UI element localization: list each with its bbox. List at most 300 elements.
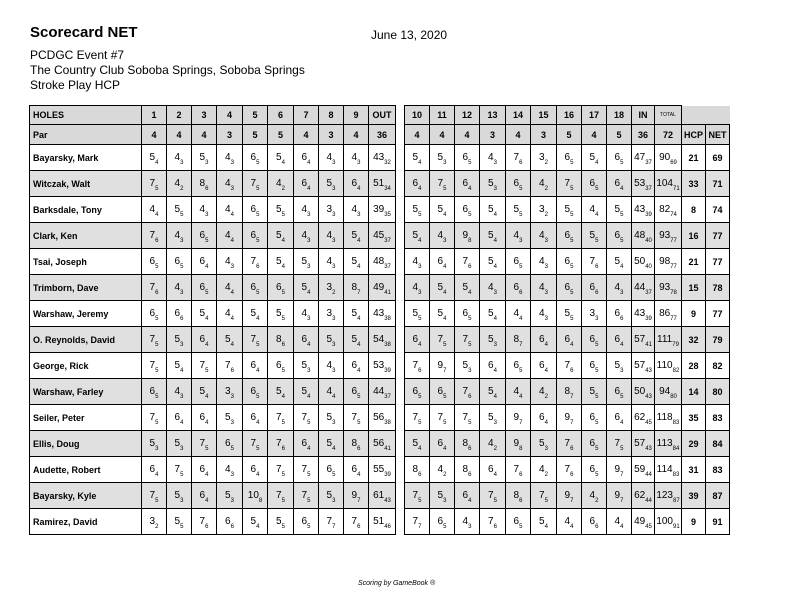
hole-score — [506, 223, 531, 249]
total-score — [655, 249, 682, 275]
gross-score: 5 — [614, 256, 621, 267]
hole-score — [319, 457, 344, 483]
net-score: 2 — [332, 290, 336, 296]
gross-score: 5 — [488, 230, 494, 241]
gross-score: 5 — [564, 308, 571, 319]
hole-score — [243, 379, 268, 405]
gross-score: 56 — [373, 412, 385, 423]
hole-score — [607, 483, 632, 509]
gross-score: 6 — [589, 282, 596, 293]
hole-number: 14 — [506, 106, 531, 125]
net-score: 5 — [205, 238, 209, 244]
net-score: 6 — [620, 316, 624, 322]
hole-score — [319, 275, 344, 301]
hole-score — [455, 171, 480, 197]
gross-score: 4 — [276, 178, 282, 189]
net-score: 3 — [205, 160, 209, 166]
column-gap — [396, 249, 405, 275]
gross-score: 8 — [412, 464, 419, 475]
hole-score — [243, 171, 268, 197]
net-score: 4 — [493, 394, 497, 400]
hole-score — [167, 223, 192, 249]
net-score: 80 — [670, 394, 677, 400]
hole-score — [217, 275, 243, 301]
hole-number: 4 — [217, 106, 243, 125]
hole-score — [268, 275, 294, 301]
hole-score — [480, 145, 506, 171]
hole-score — [506, 249, 531, 275]
gross-score: 6 — [488, 464, 494, 475]
hole-score — [243, 223, 268, 249]
net-score: 3 — [332, 264, 336, 270]
net-score: 8 — [258, 498, 263, 504]
par-value: 4 — [344, 125, 369, 145]
gross-score: 7 — [437, 412, 444, 423]
net-score: 4 — [595, 212, 599, 218]
hole-score — [217, 457, 243, 483]
gross-score: 5 — [326, 438, 333, 449]
hole-score — [607, 145, 632, 171]
gross-score: 4 — [225, 308, 231, 319]
gross-score: 59 — [634, 464, 646, 475]
out-score — [369, 171, 396, 197]
net-score: 3 — [493, 290, 497, 296]
net-score: 4 — [281, 160, 285, 166]
par-out: 36 — [369, 125, 396, 145]
net-score: 4 — [281, 264, 285, 270]
net-score: 37 — [645, 290, 652, 296]
net-score: 4 — [418, 446, 422, 452]
net-score: 5 — [544, 498, 548, 504]
net-score: 5 — [443, 420, 447, 426]
hole-score — [344, 457, 369, 483]
net-score: 2 — [493, 446, 497, 452]
hole-score — [557, 431, 582, 457]
hole-score — [480, 301, 506, 327]
gross-score: 5 — [326, 412, 333, 423]
gross-score: 7 — [250, 334, 257, 345]
gross-score: 6 — [437, 386, 444, 397]
net-score: 44 — [645, 472, 652, 478]
hole-score — [243, 483, 268, 509]
hole-score — [430, 249, 455, 275]
gross-score: 39 — [373, 204, 385, 215]
gross-score: 6 — [589, 438, 596, 449]
gross-score: 5 — [351, 256, 358, 267]
total-score — [655, 431, 682, 457]
net-score: 4 — [205, 472, 209, 478]
hole-score — [531, 223, 557, 249]
net-score: 4 — [443, 290, 447, 296]
gross-score: 9 — [614, 490, 621, 501]
net-score: 5 — [418, 212, 422, 218]
gross-score: 4 — [589, 490, 596, 501]
hole-score — [455, 353, 480, 379]
net-score: 4 — [332, 446, 336, 452]
hole-score — [192, 483, 217, 509]
gross-score: 5 — [488, 308, 494, 319]
player-net: 83 — [706, 457, 730, 483]
hole-score — [167, 379, 192, 405]
gross-score: 5 — [589, 386, 596, 397]
gross-score: 6 — [250, 204, 257, 215]
gross-score: 4 — [539, 308, 545, 319]
in-score — [632, 275, 655, 301]
hole-score — [480, 509, 506, 535]
net-score: 5 — [570, 160, 574, 166]
net-score: 3 — [332, 420, 336, 426]
gross-score: 4 — [301, 230, 308, 241]
gross-score: 48 — [373, 256, 385, 267]
player-row — [30, 145, 730, 171]
gross-score: 93 — [659, 230, 671, 241]
hole-score — [506, 509, 531, 535]
net-score: 6 — [205, 524, 209, 530]
net-score: 3 — [230, 186, 234, 192]
net-score: 4 — [418, 186, 422, 192]
net-score: 4 — [468, 186, 472, 192]
hole-score — [405, 483, 430, 509]
hole-score — [506, 327, 531, 353]
hole-score — [506, 483, 531, 509]
net-score: 38 — [384, 342, 391, 348]
gross-score: 6 — [564, 334, 571, 345]
net-score: 4 — [620, 342, 624, 348]
net-score: 5 — [443, 524, 447, 530]
net-score: 4 — [205, 316, 209, 322]
gross-score: 6 — [225, 516, 231, 527]
hole-number: 5 — [243, 106, 268, 125]
hole-score — [531, 483, 557, 509]
gross-score: 4 — [351, 204, 358, 215]
net-score: 4 — [544, 420, 548, 426]
gross-score: 4 — [437, 464, 444, 475]
net-score: 5 — [155, 420, 159, 426]
gross-score: 6 — [149, 386, 156, 397]
in-score — [632, 353, 655, 379]
hole-score — [480, 483, 506, 509]
net-score: 44 — [645, 498, 652, 504]
hole-score — [344, 301, 369, 327]
net-score: 4 — [357, 264, 361, 270]
hole-score — [582, 457, 607, 483]
gross-score: 6 — [199, 464, 206, 475]
net-score: 4 — [519, 394, 523, 400]
net-score: 4 — [468, 498, 472, 504]
net-score: 7 — [418, 524, 422, 530]
hole-score — [531, 327, 557, 353]
hole-score — [455, 431, 480, 457]
hole-score — [268, 171, 294, 197]
net-score: 5 — [205, 446, 209, 452]
par-value: 3 — [480, 125, 506, 145]
hole-score — [217, 483, 243, 509]
gross-score: 7 — [351, 412, 358, 423]
net-score: 5 — [256, 342, 260, 348]
hole-score — [607, 353, 632, 379]
gross-score: 5 — [276, 308, 282, 319]
gross-score: 6 — [276, 282, 282, 293]
net-score: 37 — [384, 394, 391, 400]
net-score: 4 — [620, 186, 624, 192]
net-score: 4 — [544, 342, 548, 348]
net-score: 5 — [468, 420, 472, 426]
par-value: 4 — [582, 125, 607, 145]
gross-score: 6 — [513, 282, 520, 293]
hole-score — [243, 197, 268, 223]
net-score: 77 — [670, 316, 677, 322]
gross-score: 6 — [513, 516, 520, 527]
net-score: 5 — [180, 212, 184, 218]
hole-score — [294, 431, 319, 457]
net-score: 87 — [673, 498, 680, 504]
net-score: 5 — [443, 186, 447, 192]
player-row — [30, 327, 730, 353]
gross-score: 5 — [614, 204, 621, 215]
gross-score: 43 — [634, 308, 646, 319]
net-score: 5 — [281, 212, 285, 218]
player-row — [30, 457, 730, 483]
in-score — [632, 145, 655, 171]
out-score — [369, 249, 396, 275]
net-score: 3 — [595, 316, 599, 322]
hole-score — [167, 197, 192, 223]
gross-score: 9 — [437, 360, 444, 371]
gross-score: 6 — [462, 178, 469, 189]
net-score: 7 — [570, 420, 574, 426]
net-score: 3 — [468, 368, 472, 374]
hole-score — [557, 197, 582, 223]
holes-header-row — [30, 106, 730, 125]
net-score: 3 — [230, 420, 234, 426]
gross-score: 61 — [373, 490, 385, 501]
gross-score: 7 — [564, 360, 571, 371]
net-score: 5 — [256, 394, 260, 400]
net-score: 5 — [519, 368, 523, 374]
net-score: 5 — [155, 264, 159, 270]
hole-score — [557, 483, 582, 509]
player-hcp: 35 — [682, 405, 706, 431]
gross-score: 6 — [488, 360, 494, 371]
total-score — [655, 301, 682, 327]
net-score: 3 — [443, 238, 447, 244]
gross-score: 5 — [149, 152, 156, 163]
hole-score — [430, 483, 455, 509]
player-name: Audette, Robert — [30, 457, 142, 483]
hole-score — [582, 379, 607, 405]
net-score: 5 — [443, 342, 447, 348]
gross-score: 53 — [373, 360, 385, 371]
hole-score — [217, 509, 243, 535]
hole-score — [167, 405, 192, 431]
net-score: 3 — [620, 290, 624, 296]
gross-score: 5 — [351, 308, 358, 319]
hole-score — [455, 197, 480, 223]
net-score: 6 — [357, 524, 361, 530]
hole-score — [167, 353, 192, 379]
hole-number: 16 — [557, 106, 582, 125]
gross-score: 6 — [412, 334, 419, 345]
gross-score: 5 — [199, 308, 206, 319]
out-score — [369, 457, 396, 483]
column-gap — [396, 223, 405, 249]
net-score: 4 — [544, 524, 548, 530]
net-score: 4 — [281, 394, 285, 400]
hole-number: 3 — [192, 106, 217, 125]
net-score: 5 — [256, 160, 260, 166]
gross-score: 3 — [539, 204, 545, 215]
hole-score — [344, 223, 369, 249]
hole-score — [319, 405, 344, 431]
hole-score — [344, 327, 369, 353]
hole-score — [430, 145, 455, 171]
player-row — [30, 353, 730, 379]
net-score: 91 — [673, 524, 680, 530]
gross-score: 54 — [373, 334, 385, 345]
gross-score: 5 — [225, 334, 231, 345]
gross-score: 5 — [412, 438, 419, 449]
net-score: 5 — [620, 238, 624, 244]
hole-number: 1 — [142, 106, 167, 125]
gross-score: 5 — [437, 204, 444, 215]
player-hcp: 9 — [682, 509, 706, 535]
hole-score — [294, 301, 319, 327]
gross-score: 4 — [462, 516, 469, 527]
player-row — [30, 431, 730, 457]
net-score: 34 — [384, 186, 391, 192]
out-score — [369, 353, 396, 379]
net-score: 74 — [670, 212, 677, 218]
player-name: Witczak, Walt — [30, 171, 142, 197]
hole-score — [268, 509, 294, 535]
gross-score: 6 — [564, 256, 571, 267]
hole-number: 6 — [268, 106, 294, 125]
hole-score — [243, 275, 268, 301]
gross-score: 7 — [276, 490, 282, 501]
gross-score: 8 — [462, 438, 469, 449]
gross-score: 3 — [539, 152, 545, 163]
gross-score: 4 — [539, 386, 545, 397]
net-score: 2 — [544, 472, 548, 478]
hole-score — [430, 509, 455, 535]
gross-score: 5 — [462, 360, 469, 371]
par-in: 36 — [632, 125, 655, 145]
hole-score — [405, 509, 430, 535]
net-score: 71 — [673, 186, 680, 192]
hole-score — [480, 379, 506, 405]
net-score: 4 — [256, 524, 260, 530]
net-score: 7 — [620, 472, 624, 478]
gross-score: 4 — [225, 178, 231, 189]
hole-score — [455, 327, 480, 353]
gross-score: 5 — [488, 204, 494, 215]
gross-score: 4 — [488, 152, 494, 163]
gross-score: 3 — [326, 282, 333, 293]
gross-score: 5 — [412, 308, 419, 319]
player-row — [30, 405, 730, 431]
gross-score: 123 — [656, 490, 673, 501]
event-date: June 13, 2020 — [371, 28, 448, 42]
gross-score: 6 — [462, 204, 469, 215]
gross-score: 4 — [199, 204, 206, 215]
hole-score — [531, 509, 557, 535]
hole-score — [243, 249, 268, 275]
hole-score — [531, 171, 557, 197]
net-score: 2 — [544, 212, 548, 218]
hole-number: 11 — [430, 106, 455, 125]
gross-score: 56 — [373, 438, 385, 449]
gross-score: 7 — [225, 360, 231, 371]
net-score: 5 — [281, 368, 285, 374]
gross-score: 5 — [351, 230, 358, 241]
player-net: 83 — [706, 405, 730, 431]
hole-number: 7 — [294, 106, 319, 125]
gross-score: 6 — [199, 282, 206, 293]
hole-number: 17 — [582, 106, 607, 125]
hole-score — [319, 249, 344, 275]
player-hcp: 33 — [682, 171, 706, 197]
gross-score: 6 — [614, 334, 621, 345]
hole-score — [405, 327, 430, 353]
net-score: 6 — [468, 394, 472, 400]
hole-score — [531, 353, 557, 379]
gross-score: 6 — [564, 152, 571, 163]
hole-score — [167, 457, 192, 483]
column-gap — [396, 353, 405, 379]
net-score: 4 — [443, 316, 447, 322]
gross-score: 55 — [373, 464, 385, 475]
hole-score — [319, 379, 344, 405]
hole-score — [557, 171, 582, 197]
net-score: 5 — [620, 160, 624, 166]
net-score: 5 — [443, 394, 447, 400]
net-score: 3 — [443, 498, 447, 504]
gross-score: 5 — [326, 334, 333, 345]
hole-score — [557, 457, 582, 483]
hole-score — [192, 301, 217, 327]
net-score: 4 — [205, 498, 209, 504]
hole-number: 10 — [405, 106, 430, 125]
gross-score: 6 — [614, 152, 621, 163]
net-score: 4 — [519, 316, 523, 322]
net-score: 4 — [443, 212, 447, 218]
hole-score — [142, 431, 167, 457]
hole-number: 2 — [167, 106, 192, 125]
in-score — [632, 197, 655, 223]
gross-score: 98 — [659, 256, 671, 267]
gross-score: 6 — [462, 490, 469, 501]
hole-score — [192, 457, 217, 483]
gross-score: 4 — [225, 230, 231, 241]
gross-score: 8 — [513, 334, 520, 345]
hole-score — [243, 405, 268, 431]
hole-score — [582, 301, 607, 327]
hole-score — [142, 327, 167, 353]
gross-score: 7 — [149, 412, 156, 423]
gross-score: 4 — [326, 152, 333, 163]
gross-score: 5 — [412, 152, 419, 163]
total-score — [655, 483, 682, 509]
hole-score — [405, 249, 430, 275]
gross-score: 6 — [513, 178, 520, 189]
hole-score — [217, 301, 243, 327]
player-net: 74 — [706, 197, 730, 223]
gross-score: 7 — [301, 490, 308, 501]
net-score: 69 — [670, 160, 677, 166]
gross-score: 5 — [276, 386, 282, 397]
net-score: 3 — [180, 394, 184, 400]
gross-score: 5 — [351, 334, 358, 345]
